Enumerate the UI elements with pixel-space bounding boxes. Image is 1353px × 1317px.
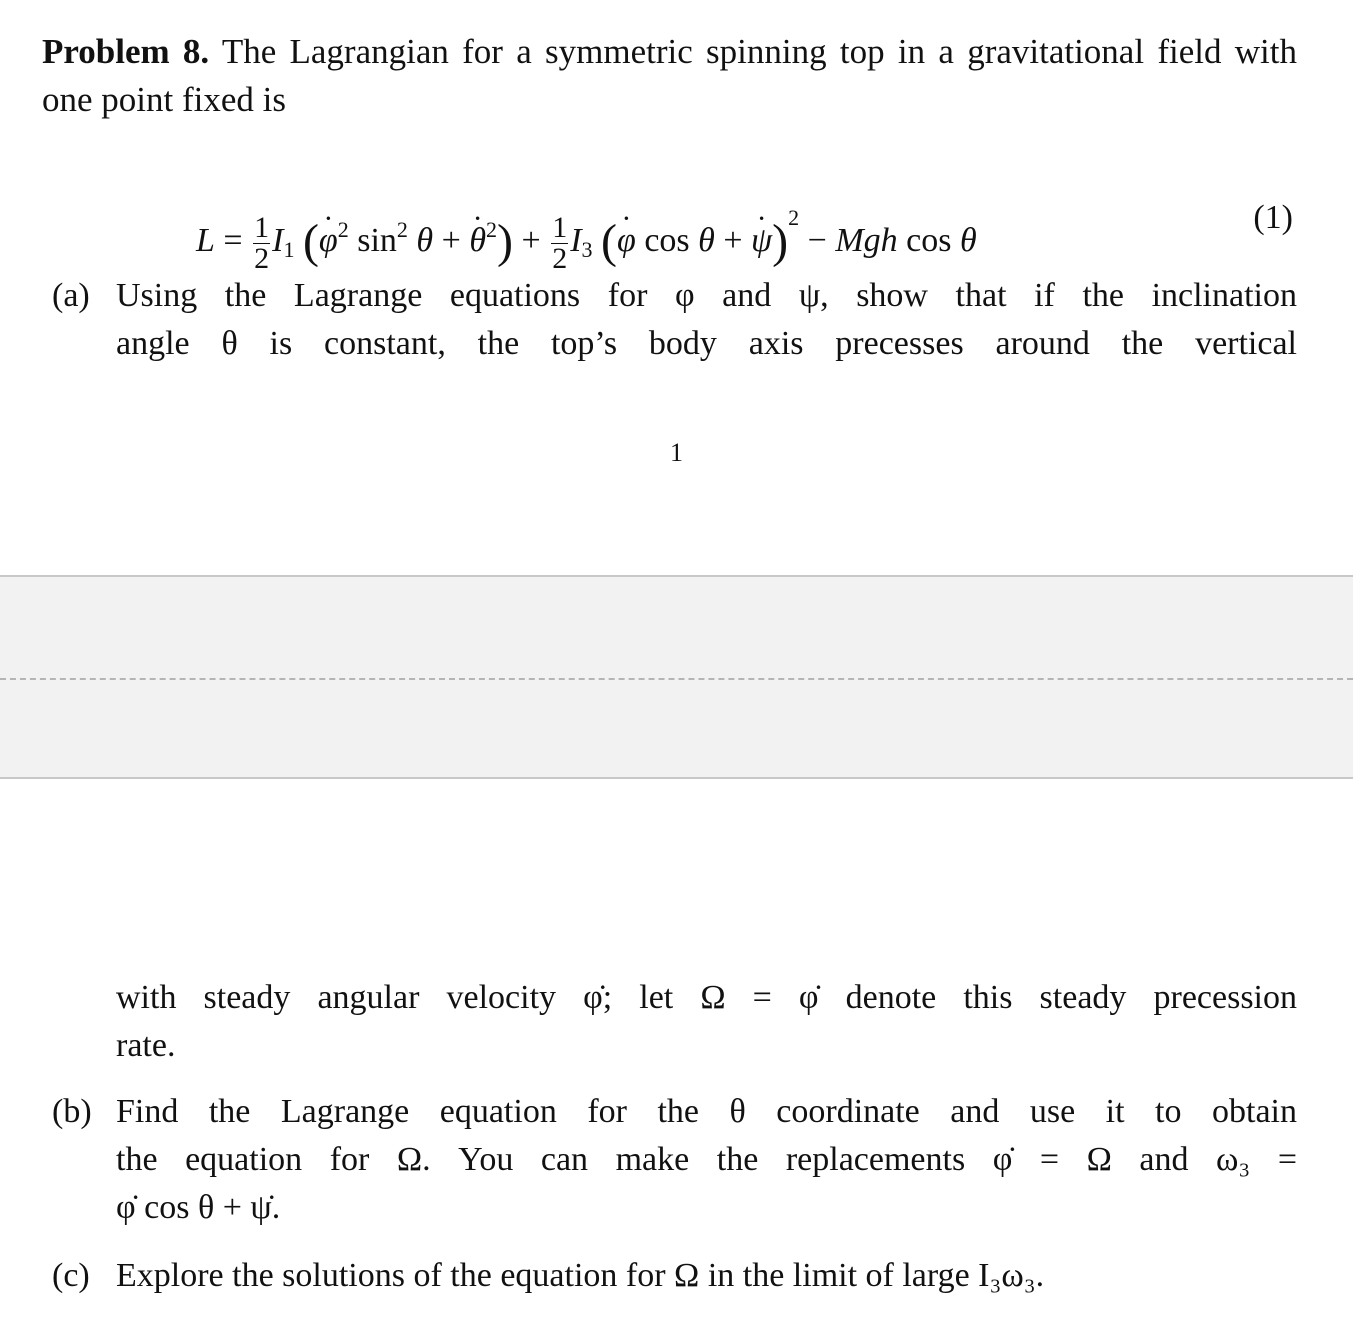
part-b-label: (b) [52, 1093, 92, 1130]
problem-text: The Lagrangian for a symmetric spinning top in a gravitational field with one point fixed is [42, 32, 1297, 119]
eq-I1-sub: 1 [283, 237, 295, 262]
eq-I3: I [570, 222, 582, 259]
part-a-cont-line1: with steady angular velocity φ̇; let Ω = φ̇ denote this steady precession [116, 979, 1297, 1016]
part-a [52, 272, 1297, 368]
eq-cos: cos [644, 222, 690, 259]
eq-lhs: L [196, 222, 215, 259]
page-break-separator [0, 575, 1353, 779]
part-b-line2: the equation for Ω. You can make the replacements φ̇ = Ω and ω₃ = [116, 1141, 1297, 1178]
eq-paren-close: ) [497, 215, 513, 268]
eq-theta-dot: · θ [469, 221, 486, 261]
page-number: 1 [670, 438, 683, 467]
part-a-line2: angle θ is constant, the top’s body axis precesses around the vertical [116, 325, 1297, 362]
frac-den: 2 [552, 241, 568, 275]
part-a-continuation [116, 974, 1297, 1070]
eq-plus: + [521, 222, 541, 259]
eq-sq: 2 [788, 205, 800, 230]
equation-body [196, 198, 977, 274]
eq-half-2 [551, 210, 568, 275]
eq-I1: I [272, 222, 284, 259]
page-break-dashed-line [0, 678, 1353, 680]
part-a-label: (a) [52, 277, 90, 314]
problem-statement [42, 28, 1297, 124]
eq-equals: = [223, 222, 243, 259]
eq-paren-open: ( [302, 215, 319, 268]
eq-theta: θ [416, 222, 434, 259]
eq-sq: 2 [337, 217, 349, 242]
eq-phi-dot: · φ [617, 221, 636, 261]
eq-half-1 [253, 210, 270, 275]
part-c-label: (c) [52, 1257, 90, 1294]
eq-phi-dot: · φ [319, 221, 338, 261]
problem-label: Problem 8. [42, 32, 210, 71]
eq-potential: Mgh [835, 222, 898, 259]
part-b-line3: φ̇ cos θ + ψ̇. [116, 1189, 281, 1226]
equation-number: (1) [1253, 199, 1293, 236]
eq-theta: θ [959, 222, 977, 259]
eq-paren-close: ) [772, 215, 789, 268]
eq-sq: 2 [396, 217, 408, 242]
frac-den: 2 [254, 241, 270, 275]
frac-num: 1 [552, 210, 568, 244]
eq-minus: − [807, 222, 827, 259]
part-c-text: Explore the solutions of the equation for Ω in the limit of large I₃ω₃. [116, 1257, 1045, 1294]
part-c [52, 1252, 1297, 1300]
eq-I3-sub: 3 [581, 237, 593, 262]
part-a-cont-line2: rate. [116, 1027, 176, 1064]
eq-paren-open: ( [601, 215, 617, 268]
eq-cos: cos [906, 222, 952, 259]
eq-plus: + [441, 222, 461, 259]
eq-plus: + [723, 222, 743, 259]
part-b [52, 1088, 1297, 1232]
frac-num: 1 [254, 210, 270, 244]
eq-sq: 2 [486, 217, 498, 242]
part-a-line1: Using the Lagrange equations for φ and ψ, show that if the inclination [116, 277, 1297, 314]
lagrangian-equation [0, 168, 1353, 275]
part-b-line1: Find the Lagrange equation for the θ coordinate and use it to obtain [116, 1093, 1297, 1130]
eq-theta: θ [698, 222, 715, 259]
eq-psi-dot: · ψ [751, 221, 772, 261]
eq-sin: sin [357, 222, 397, 259]
